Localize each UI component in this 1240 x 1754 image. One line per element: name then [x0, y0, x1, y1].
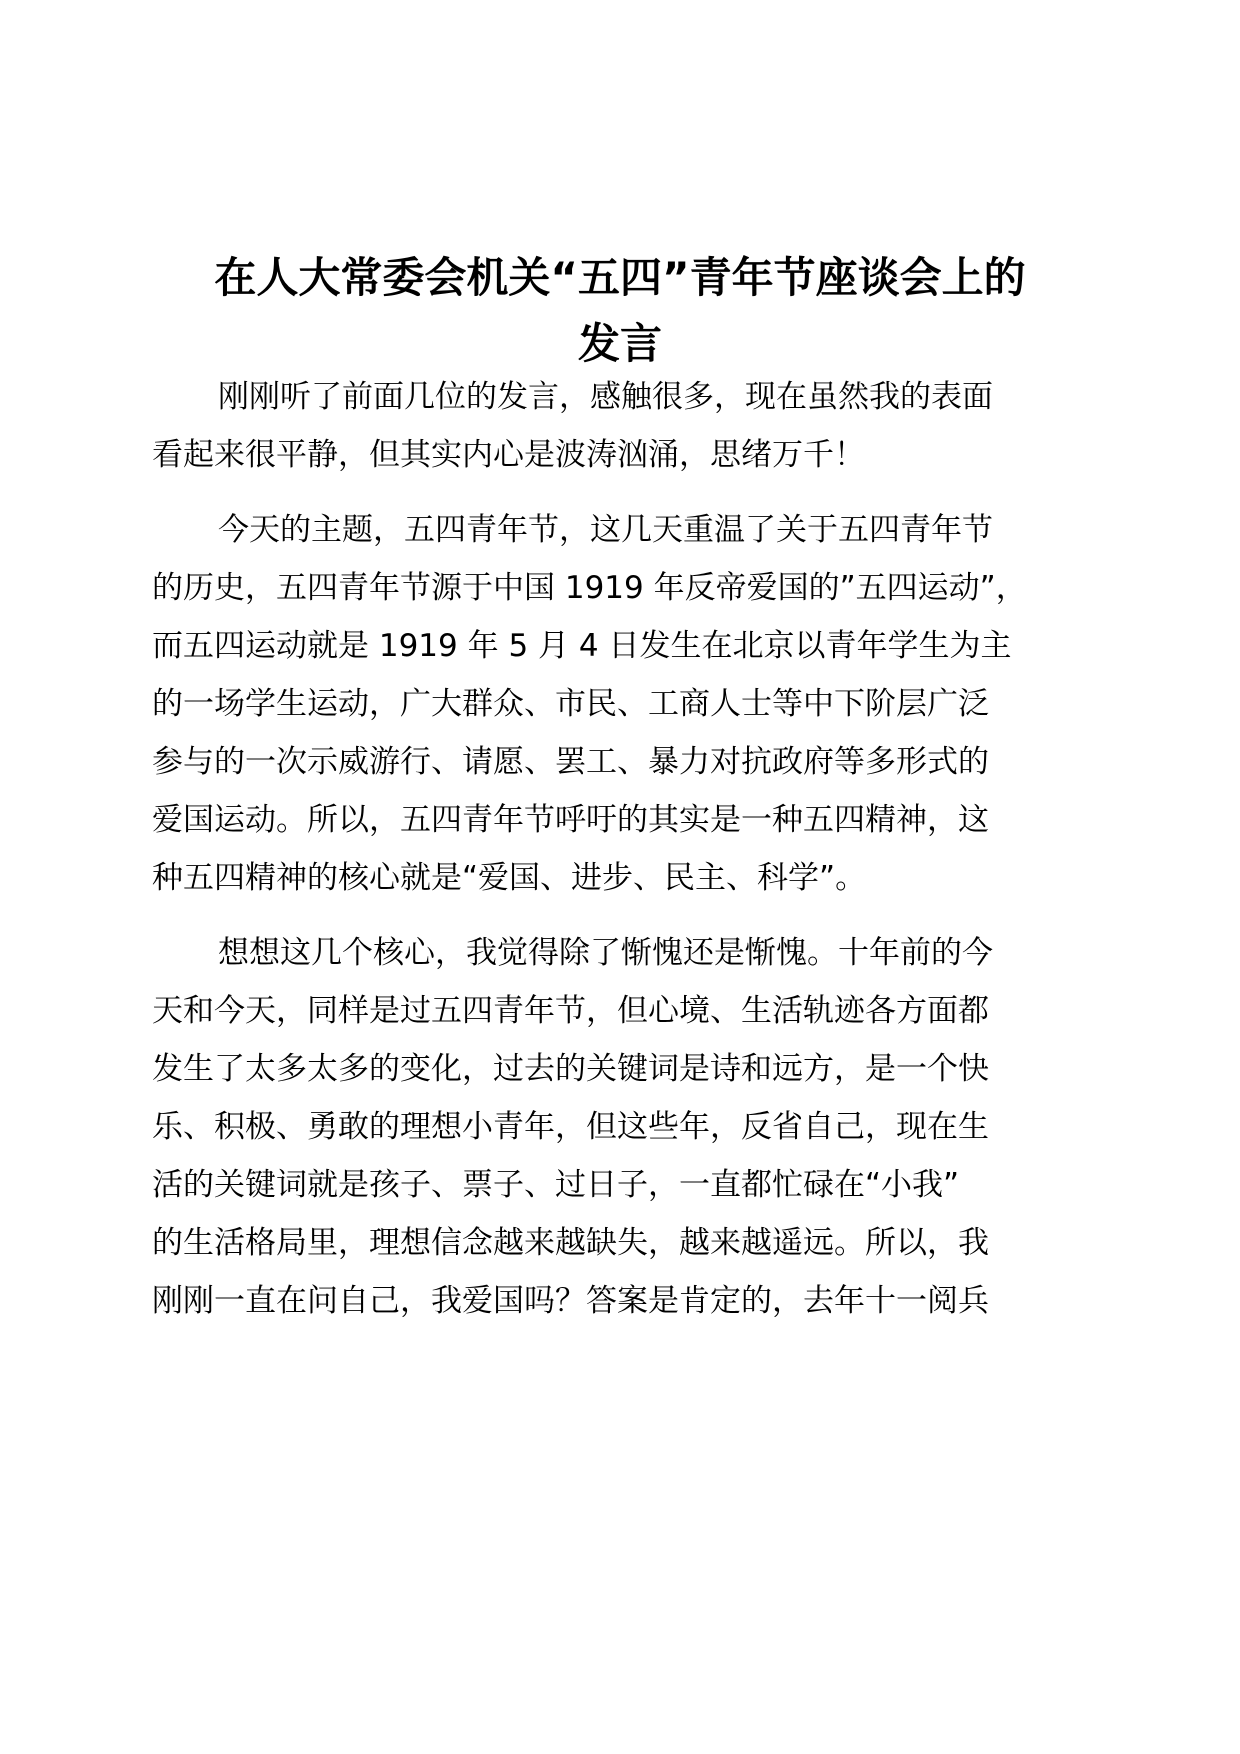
- paragraph-2-line-3: 而五四运动就是 1919 年 5 月 4 日发生在北京以青年学生为主: [152, 628, 1012, 664]
- paragraph-2-line-2: 的历史，五四青年节源于中国 1919 年反帝爱国的”五四运动”，: [152, 570, 1027, 606]
- paragraph-2-line-4: 的一场学生运动，广大群众、市民、工商人士等中下阶层广泛: [152, 686, 989, 722]
- paragraph-3-line-1: 想想这几个核心，我觉得除了惭愧还是惭愧。十年前的今: [218, 935, 993, 971]
- paragraph-3-line-6: 的生活格局里，理想信念越来越缺失，越来越遥远。所以，我: [152, 1225, 989, 1261]
- paragraph-2-line-5: 参与的一次示威游行、请愿、罢工、暴力对抗政府等多形式的: [152, 744, 989, 780]
- paragraph-3-line-2: 天和今天，同样是过五四青年节，但心境、生活轨迹各方面都: [152, 993, 989, 1029]
- paragraph-2-line-7: 种五四精神的核心就是“爱国、进步、民主、科学”。: [152, 860, 867, 896]
- paragraph-1-line-2: 看起来很平静，但其实内心是波涛汹涌，思绪万千！: [152, 437, 865, 473]
- paragraph-3-line-5: 活的关键词就是孩子、票子、过日子，一直都忙碌在“小我”: [152, 1167, 960, 1203]
- paragraph-2-line-1: 今天的主题，五四青年节，这几天重温了关于五四青年节: [218, 512, 993, 548]
- paragraph-3-line-4: 乐、积极、勇敢的理想小青年，但这些年，反省自己，现在生: [152, 1109, 989, 1145]
- paragraph-2-line-6: 爱国运动。所以，五四青年节呼吁的其实是一种五四精神，这: [152, 802, 989, 838]
- paragraph-3-line-7: 刚刚一直在问自己，我爱国吗？答案是肯定的，去年十一阅兵: [152, 1283, 989, 1319]
- document-title-line-1: 在人大常委会机关“五四”青年节座谈会上的: [214, 253, 1026, 302]
- document-title-line-2: 发言: [577, 319, 662, 368]
- paragraph-3-line-3: 发生了太多太多的变化，过去的关键词是诗和远方，是一个快: [152, 1051, 989, 1087]
- paragraph-1-line-1: 刚刚听了前面几位的发言，感触很多，现在虽然我的表面: [218, 379, 993, 415]
